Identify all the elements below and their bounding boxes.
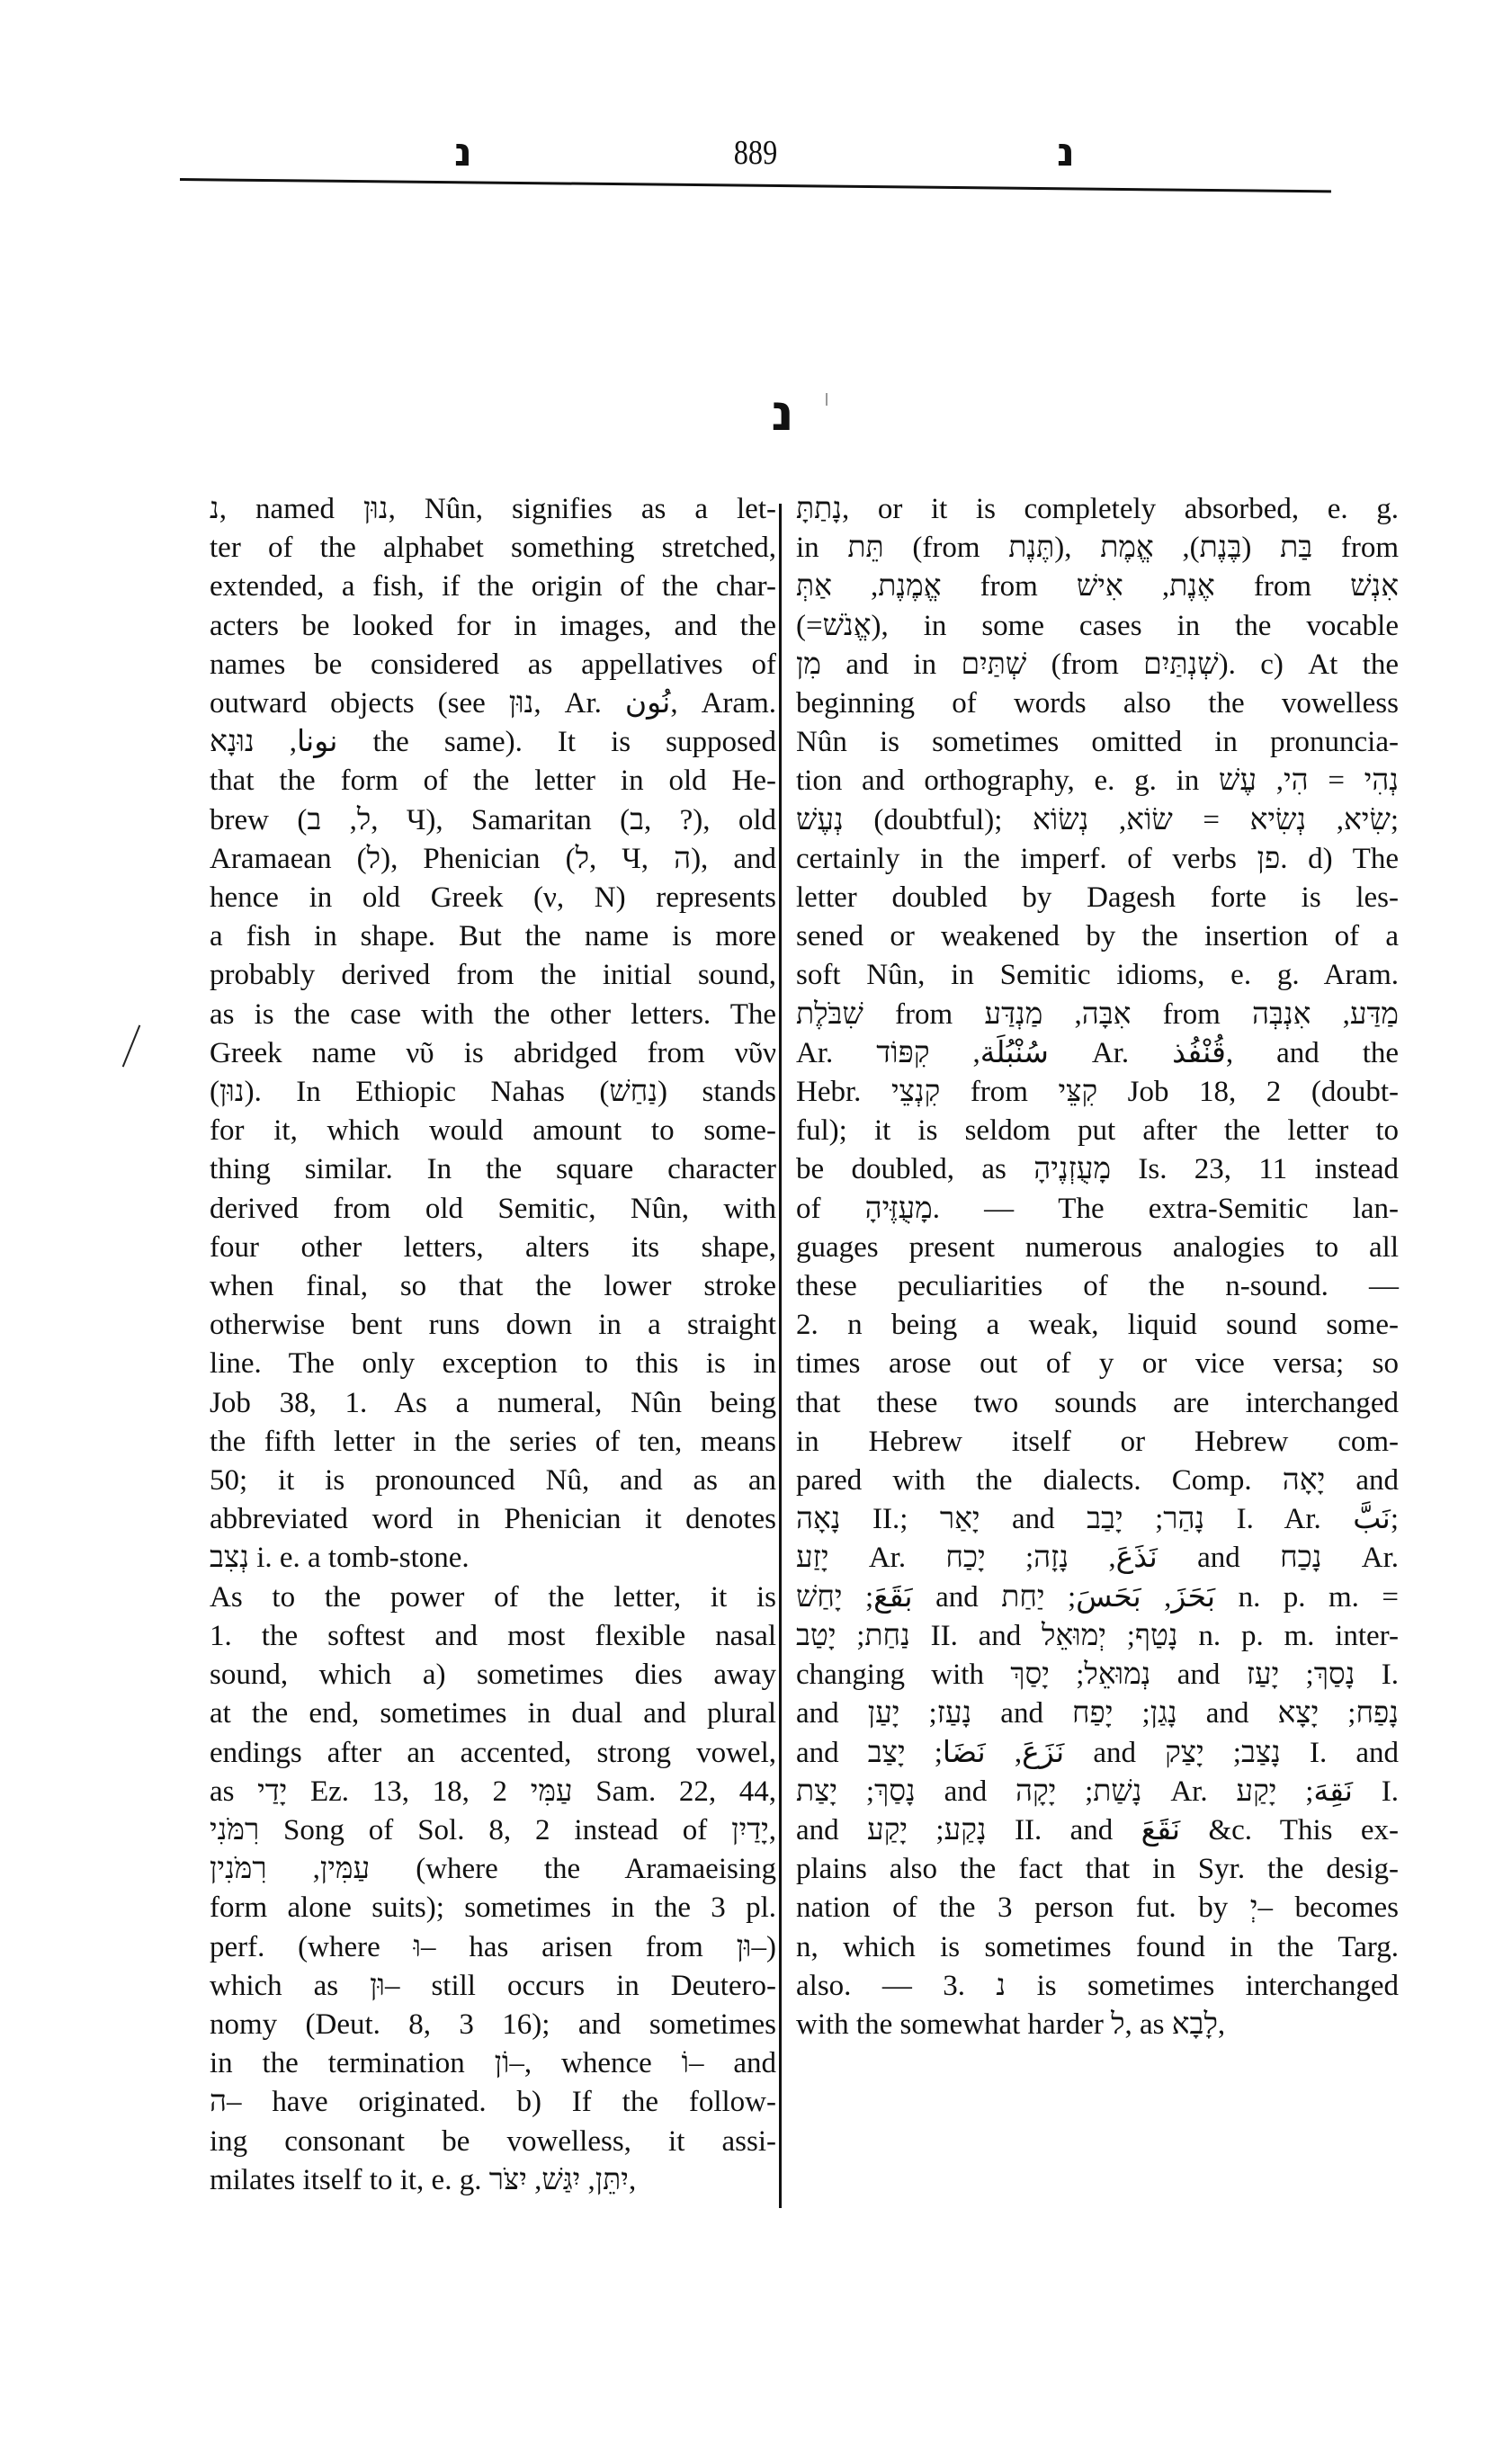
paragraph-continuation xyxy=(796,490,1399,2044)
text-line: نونا, נוּנָא the same). It is supposed xyxy=(210,726,776,759)
text-line: Hebr. קִנְצֵי from קִצֵּי Job 18, 2 (doubt- xyxy=(796,1076,1399,1109)
text-line: a fish in shape. But the name is more xyxy=(210,920,776,953)
text-line: עַמִּין, רִמֹּנִין (where the Aramaeising xyxy=(210,1853,776,1886)
text-line: that the form of the letter in old He- xyxy=(210,765,776,798)
text-line: אֱמֶנֶת, אַתְּ from אֶנֶת, אִישׁ from אִנְשׁ xyxy=(796,570,1400,604)
text-line: (נוּן). In Ethiopic Nahas (נַחַשׁ) stands xyxy=(210,1076,776,1109)
text-line: נ, named נוּן, Nûn, signifies as a let- xyxy=(210,493,776,525)
text-line: بَقَعَ; יָחַשׁ and بَحَزَ, بَحَسَ; יַחַת n. p. m. = xyxy=(796,1580,1399,1614)
text-line: hence in old Greek (ν, N) represents xyxy=(210,881,776,915)
header-rule xyxy=(180,178,1331,192)
text-line: with the somewhat harder ל, as לָבָא, xyxy=(796,2007,1226,2041)
text-line: and נָעַז; יָעַן and נָגַן; יָפַח and נָפַח; יָצָא xyxy=(796,1697,1400,1730)
text-line: sened or weakened by the insertion of a xyxy=(796,920,1399,953)
text-line: at the end, sometimes in dual and plural xyxy=(210,1697,776,1730)
text-line: in the termination וֹן–, whence וֹ– and xyxy=(210,2047,776,2080)
text-line: changing with נְמוּאֵל; יָסַךְ and נָסַךְ; יָעַז I. xyxy=(796,1659,1399,1692)
text-line: of מָעֻזֶּיהָ. — The extra-Semitic lan- xyxy=(796,1192,1399,1225)
text-line: nation of the 3 person fut. by יְ– becomes xyxy=(796,1891,1399,1925)
text-line: מִן and in שְׁתַּיִם (from שְׁנְתַּיִם). c) At the xyxy=(796,648,1399,681)
text-line: Job 38, 1. As a numeral, Nûn being xyxy=(210,1386,776,1419)
left-column xyxy=(174,490,776,2200)
text-line: (=אֱנֹשׁ), in some cases in the vocable xyxy=(796,609,1399,642)
text-line: tion and orthography, e. g. in נְהִי = הִי, עֶשׁ xyxy=(796,765,1399,798)
text-line: נְעֶשׁ (doubtful); שִׂיא, נְשִׂיא = שׂוֹא, נְשׂוֹא; xyxy=(796,803,1399,836)
text-line: n, which is sometimes found in the Targ. xyxy=(796,1930,1399,1963)
text-line: certainly in the imperf. of verbs פן. d) The xyxy=(796,842,1399,875)
text-line: these peculiarities of the n-sound. — xyxy=(796,1270,1399,1303)
text-line: שִׁבֹּלֶת from אִבָּה, מַנְדַּע from מַדַּע, אִנְבְּה xyxy=(796,997,1399,1031)
text-line: four other letters, alters its shape, xyxy=(210,1230,776,1264)
text-line: ה– have originated. b) If the follow- xyxy=(210,2086,776,2119)
text-line: and נָקַע; יָקַע II. and نَقَعَ &c. This ex- xyxy=(796,1813,1399,1846)
running-head-right-letter: נ xyxy=(1057,130,1075,175)
text-line: ter of the alphabet something stretched, xyxy=(210,532,776,565)
running-head xyxy=(180,126,1331,180)
text-line: letter doubled by Dagesh forte is les- xyxy=(796,881,1399,915)
text-line: in תֵּת (from תֶּנֶת), בַּת (בֶּנֶת), אֱמֶת from xyxy=(796,532,1400,565)
text-line: Greek name νῦ is abridged from νῦν xyxy=(210,1036,776,1069)
text-line: נְצִב i. e. a tomb-stone. xyxy=(210,1542,470,1575)
text-line: ful); it is seldom put after the letter to xyxy=(796,1114,1399,1148)
text-line: plains also the fact that in Syr. the desig- xyxy=(796,1853,1399,1886)
margin-mark xyxy=(122,1024,141,1067)
text-line: brew (ל, ב, Ч), Samaritan (ב, ?), old xyxy=(210,803,777,836)
paragraph-letter-description xyxy=(174,490,776,1578)
text-line: form alone suits); sometimes in the 3 pl. xyxy=(210,1891,776,1925)
text-line: in Hebrew itself or Hebrew com- xyxy=(796,1425,1399,1458)
text-line: sound, which a) sometimes dies away xyxy=(210,1659,776,1692)
text-line: רִמֹּנִי Song of Sol. 8, 2 instead of יָדַיִן, xyxy=(210,1813,776,1846)
text-line: As to the power of the letter, it is xyxy=(210,1580,776,1614)
text-line: milates itself to it, e. g. יִתֵּן, יִגַּשׁ, יִצֹּר, xyxy=(210,2163,637,2196)
text-line: nomy (Deut. 8, 3 16); and sometimes xyxy=(210,2007,776,2041)
text-line: thing similar. In the square character xyxy=(210,1153,776,1186)
text-line: נָסַךְ; יָצַת and נָשַׁת; יָקָה Ar. نَقِهَ; יָקַע I. xyxy=(796,1775,1400,1808)
text-line: Ar. سُنْبُلَة, קִפּוֹד Ar. قُنْفُذ, and the xyxy=(796,1036,1400,1069)
text-line: also. — 3. נ is sometimes interchanged xyxy=(796,1969,1399,2002)
text-line: otherwise bent runs down in a straight xyxy=(210,1309,776,1342)
text-line: the fifth letter in the series of ten, means xyxy=(210,1425,776,1458)
text-line: guages present numerous analogies to all xyxy=(796,1230,1399,1264)
text-line: perf. (where וּ– has arisen from וּן–) xyxy=(210,1930,776,1963)
text-line: נַחַת; יָטַב II. and נָטַף; יְמוּאֵל n. p. m. inter- xyxy=(796,1619,1399,1652)
text-line: soft Nûn, in Semitic idioms, e. g. Aram. xyxy=(796,959,1399,992)
text-line: abbreviated word in Phenician it denotes xyxy=(210,1503,776,1536)
text-line: which as וּן– still occurs in Deutero- xyxy=(210,1969,776,2002)
page-number: 889 xyxy=(733,134,778,172)
text-line: when final, so that the lower stroke xyxy=(210,1270,776,1303)
column-rule xyxy=(779,504,782,2208)
text-line: ing consonant be vowelless, it assi- xyxy=(210,2124,776,2158)
text-line: נָאָה II.; יָאַר and נָהַר; יָבַב I. Ar. نَبَّ; xyxy=(796,1503,1400,1536)
section-heading: נ xyxy=(771,384,794,443)
text-line: endings after an accented, strong vowel, xyxy=(210,1736,776,1769)
text-line: 1. the softest and most flexible nasal xyxy=(210,1619,776,1652)
text-line: that these two sounds are interchanged xyxy=(796,1386,1399,1419)
text-line: Nûn is sometimes omitted in pronuncia- xyxy=(796,726,1399,759)
text-line: and نَزَعَ, نَضَا; יָצַב and נָצַב; יָצַק I. and xyxy=(796,1736,1399,1769)
text-line: names be considered as appellatives of xyxy=(210,648,776,681)
running-head-left-letter: נ xyxy=(454,130,472,175)
text-line: extended, a fish, if the origin of the char- xyxy=(210,570,776,604)
print-mark xyxy=(826,393,828,406)
text-line: line. The only exception to this is in xyxy=(210,1347,776,1381)
text-line: acters be looked for in images, and the xyxy=(210,609,776,642)
text-line: probably derived from the initial sound, xyxy=(210,959,776,992)
text-line: 2. n being a weak, liquid sound some- xyxy=(796,1309,1399,1342)
text-line: outward objects (see נוּן, Ar. نُون, Aram. xyxy=(210,687,776,720)
text-line: Aramaean (ל), Phenician (ל, Ч, ה), and xyxy=(210,842,777,875)
text-line: times arose out of y or vice versa; so xyxy=(796,1347,1399,1381)
text-line: יָזַע Ar. نَذَعَ, נָזָה; יָכַח and נָכַח Ar. xyxy=(796,1542,1399,1575)
text-line: 50; it is pronounced Nû, and as an xyxy=(210,1464,776,1498)
text-line: for it, which would amount to some- xyxy=(210,1114,776,1148)
paragraph-power-of-letter xyxy=(174,1578,776,2200)
text-line: beginning of words also the vowelless xyxy=(796,687,1399,720)
right-column xyxy=(796,490,1399,2044)
text-line: as יָדַי Ez. 13, 18, עַמִּי 2 Sam. 22, 44, xyxy=(210,1775,777,1808)
text-line: pared with the dialects. Comp. יָאָה and xyxy=(796,1464,1399,1498)
text-line: be doubled, as מָעֻזְנֶיהָ Is. 23, 11 instead xyxy=(796,1153,1399,1186)
text-line: as is the case with the other letters. The xyxy=(210,997,776,1031)
text-line: derived from old Semitic, Nûn, with xyxy=(210,1192,776,1225)
text-line: נָתַתָּ, or it is completely absorbed, e. g. xyxy=(796,493,1399,525)
